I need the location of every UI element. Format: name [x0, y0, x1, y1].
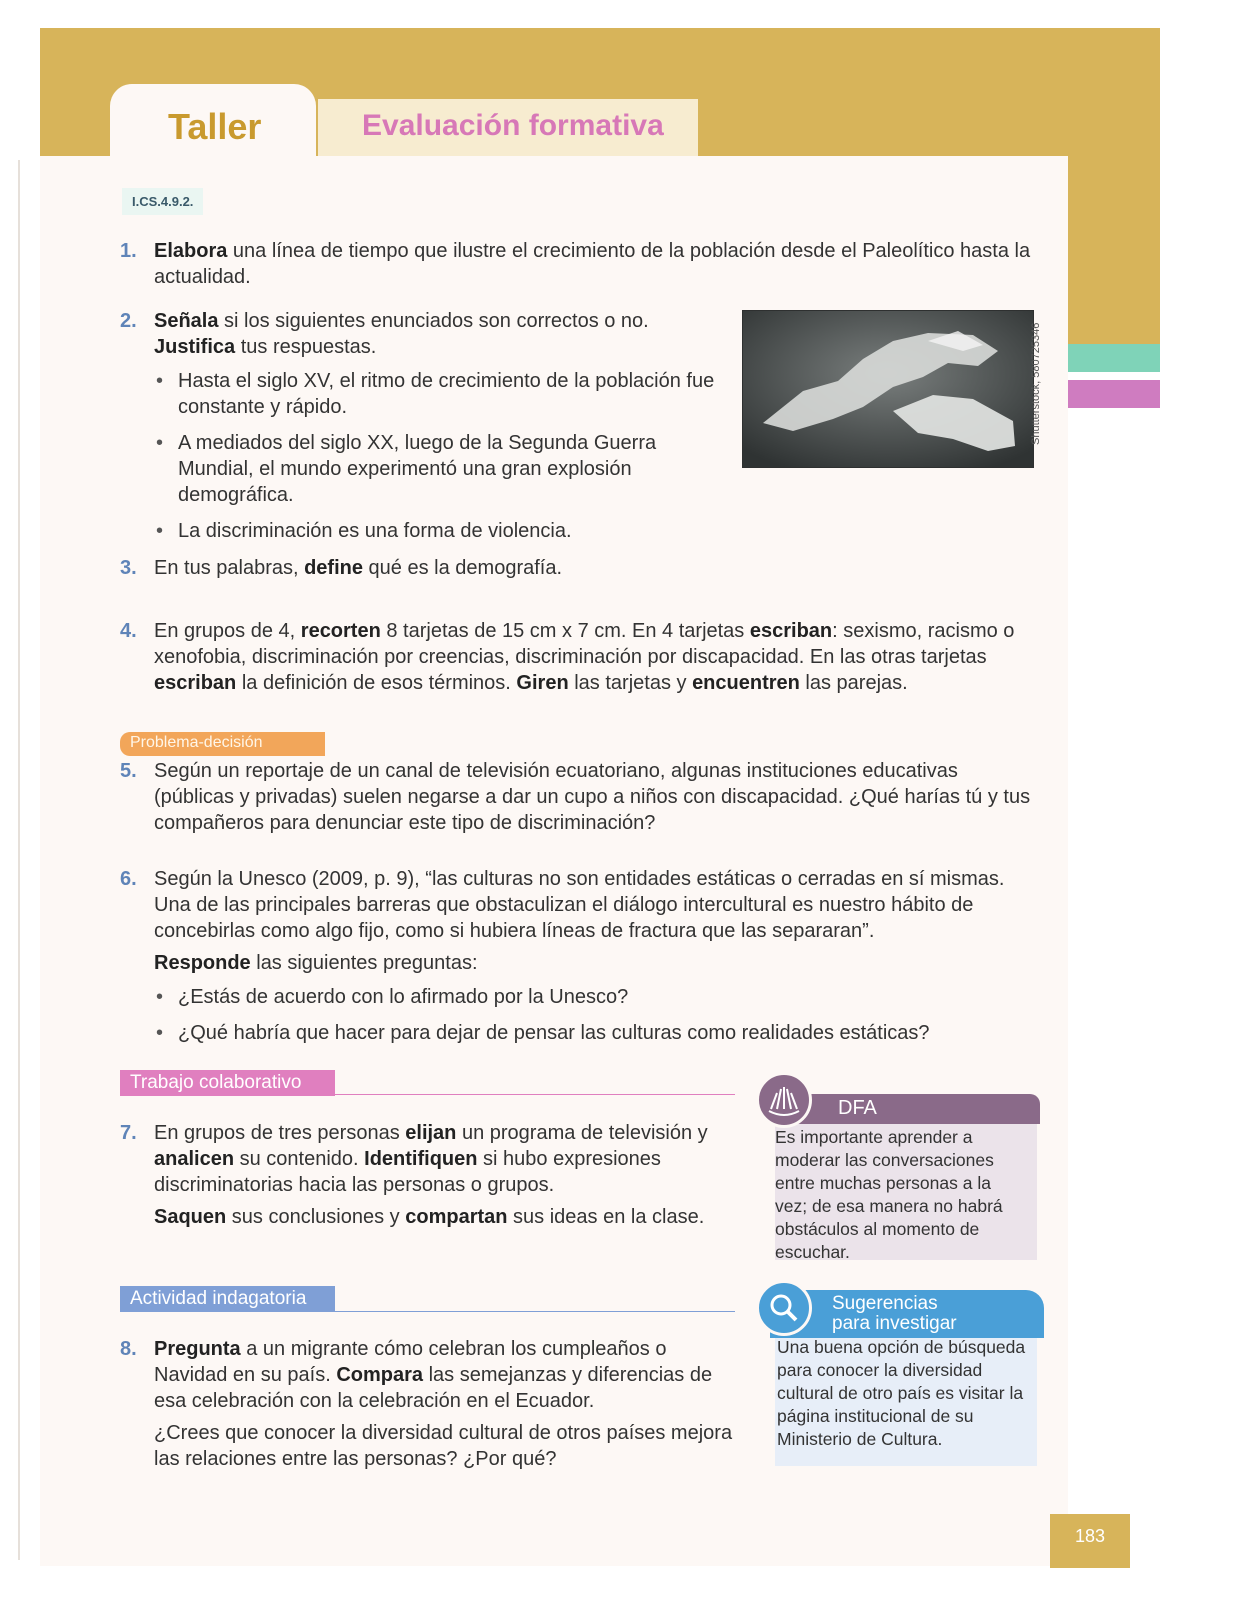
- question-number: 4.: [120, 620, 137, 642]
- world-population-photo: [742, 310, 1034, 468]
- question-number: 6.: [120, 868, 137, 890]
- list-item: • La discriminación es una forma de violencia.: [154, 518, 715, 544]
- question-number: 8.: [120, 1338, 137, 1360]
- dfa-text: Es importante aprender a moderar las conversaciones entre muchas personas a la vez; de esa manera no habrá obstáculos al momento de escuchar.: [775, 1127, 1003, 1262]
- tab-evaluacion-formativa: Evaluación formativa: [318, 99, 698, 156]
- question-number: 3.: [120, 557, 137, 579]
- question-2: 2. Señala si los siguientes enunciados son correctos o no. Justifica tus respuestas. • Hasta el siglo XV, el ritmo de crecimiento de la población fue constante y rápido. • A mediados del siglo XX, luego de la Segunda Guerra Mundial, el mundo experimentó una gran explosión demográfica. • La discriminación es una forma de violencia.: [120, 308, 715, 554]
- side-tab-green: [1068, 344, 1160, 372]
- side-band: [1068, 156, 1160, 346]
- side-tab-magenta: [1068, 380, 1160, 408]
- label-problema-decision: Problema-decisión: [120, 732, 325, 756]
- question-list: [154, 984, 1040, 1046]
- page-number: 183: [1050, 1514, 1130, 1568]
- question-number: 1.: [120, 240, 137, 262]
- statement-list: [154, 368, 715, 544]
- question-8: 8. Pregunta a un migrante cómo celebran los cumpleaños o Navidad en su país. Compara las semejanzas y diferencias de esa celebración con la celebración en el Ecuador. ¿Crees que conocer la diversidad cultural de otros países mejora las relaciones entre las personas? ¿Por qué?: [120, 1338, 733, 1470]
- question-number: 5.: [120, 760, 137, 782]
- sugerencias-title: Sugerencias para investigar: [770, 1290, 1044, 1338]
- page-edge: [18, 160, 20, 1560]
- label-trabajo-colaborativo: Trabajo colaborativo: [120, 1070, 335, 1096]
- question-6: 6. Según la Unesco (2009, p. 9), “las culturas no son entidades estáticas o cerradas en sí mismas. Una de las principales barreras que obstaculizan el diálogo intercultural es nuestro hábito de concebirlas como algo fijo, como si hubiera líneas de fractura que las separaran”. Responde las siguientes preguntas: • ¿Estás de acuerdo con lo afirmado por la Unesco? • ¿Qué habría que hacer para dejar de pensar las culturas como realidades estáticas?: [120, 866, 1040, 1056]
- divider: [120, 1311, 735, 1312]
- list-item: • ¿Estás de acuerdo con lo afirmado por la Unesco?: [154, 984, 1040, 1010]
- question-4: 4. En grupos de 4, recorten 8 tarjetas de 15 cm x 7 cm. En 4 tarjetas escriban: sexismo, racismo o xenofobia, discriminación por creencias, discriminación por discapacidad. En las otras tarjetas escriban la definición de esos términos. Giren las tarjetas y encuentren las parejas.: [120, 620, 1015, 694]
- question-number: 7.: [120, 1122, 137, 1144]
- divider: [120, 1094, 735, 1095]
- list-item: • ¿Qué habría que hacer para dejar de pensar las culturas como realidades estáticas?: [154, 1020, 1040, 1046]
- question-3: 3. En tus palabras, define qué es la demografía.: [120, 557, 563, 579]
- sugerencias-text: Una buena opción de búsqueda para conocer la diversidad cultural de otro país es visitar la página institucional de su Ministerio de Cultura.: [777, 1337, 1026, 1449]
- hands-icon: [756, 1072, 812, 1128]
- magnifier-icon: [756, 1280, 812, 1336]
- label-actividad-indagatoria: Actividad indagatoria: [120, 1286, 335, 1312]
- list-item: • Hasta el siglo XV, el ritmo de crecimiento de la población fue constante y rápido.: [154, 368, 715, 420]
- question-number: 2.: [120, 310, 137, 332]
- question-5: 5. Según un reportaje de un canal de televisión ecuatoriano, algunas instituciones educativas (públicas y privadas) suelen negarse a dar un cupo a niños con discapacidad. ¿Qué harías tú y tus compañeros para denunciar este tipo de discriminación?: [120, 760, 1031, 834]
- question-1: 1. Elabora una línea de tiempo que ilustre el crecimiento de la población desde el Paleolítico hasta la actualidad.: [120, 240, 1031, 288]
- continents-crowd-image: [743, 311, 1033, 467]
- indicator-code: I.CS.4.9.2.: [122, 188, 203, 215]
- dfa-title: DFA: [778, 1094, 1040, 1124]
- photo-credit: Shutterstock, 580725346: [1030, 322, 1042, 446]
- question-7: 7. En grupos de tres personas elijan un programa de televisión y analicen su contenido. Identifiquen si hubo expresiones discriminatorias hacia las personas o grupos. Saquen sus conclusiones y compartan sus ideas en la clase.: [120, 1122, 708, 1228]
- tab-taller: Taller: [110, 84, 316, 164]
- list-item: • A mediados del siglo XX, luego de la Segunda Guerra Mundial, el mundo experimentó una gran explosión demográfica.: [154, 430, 715, 508]
